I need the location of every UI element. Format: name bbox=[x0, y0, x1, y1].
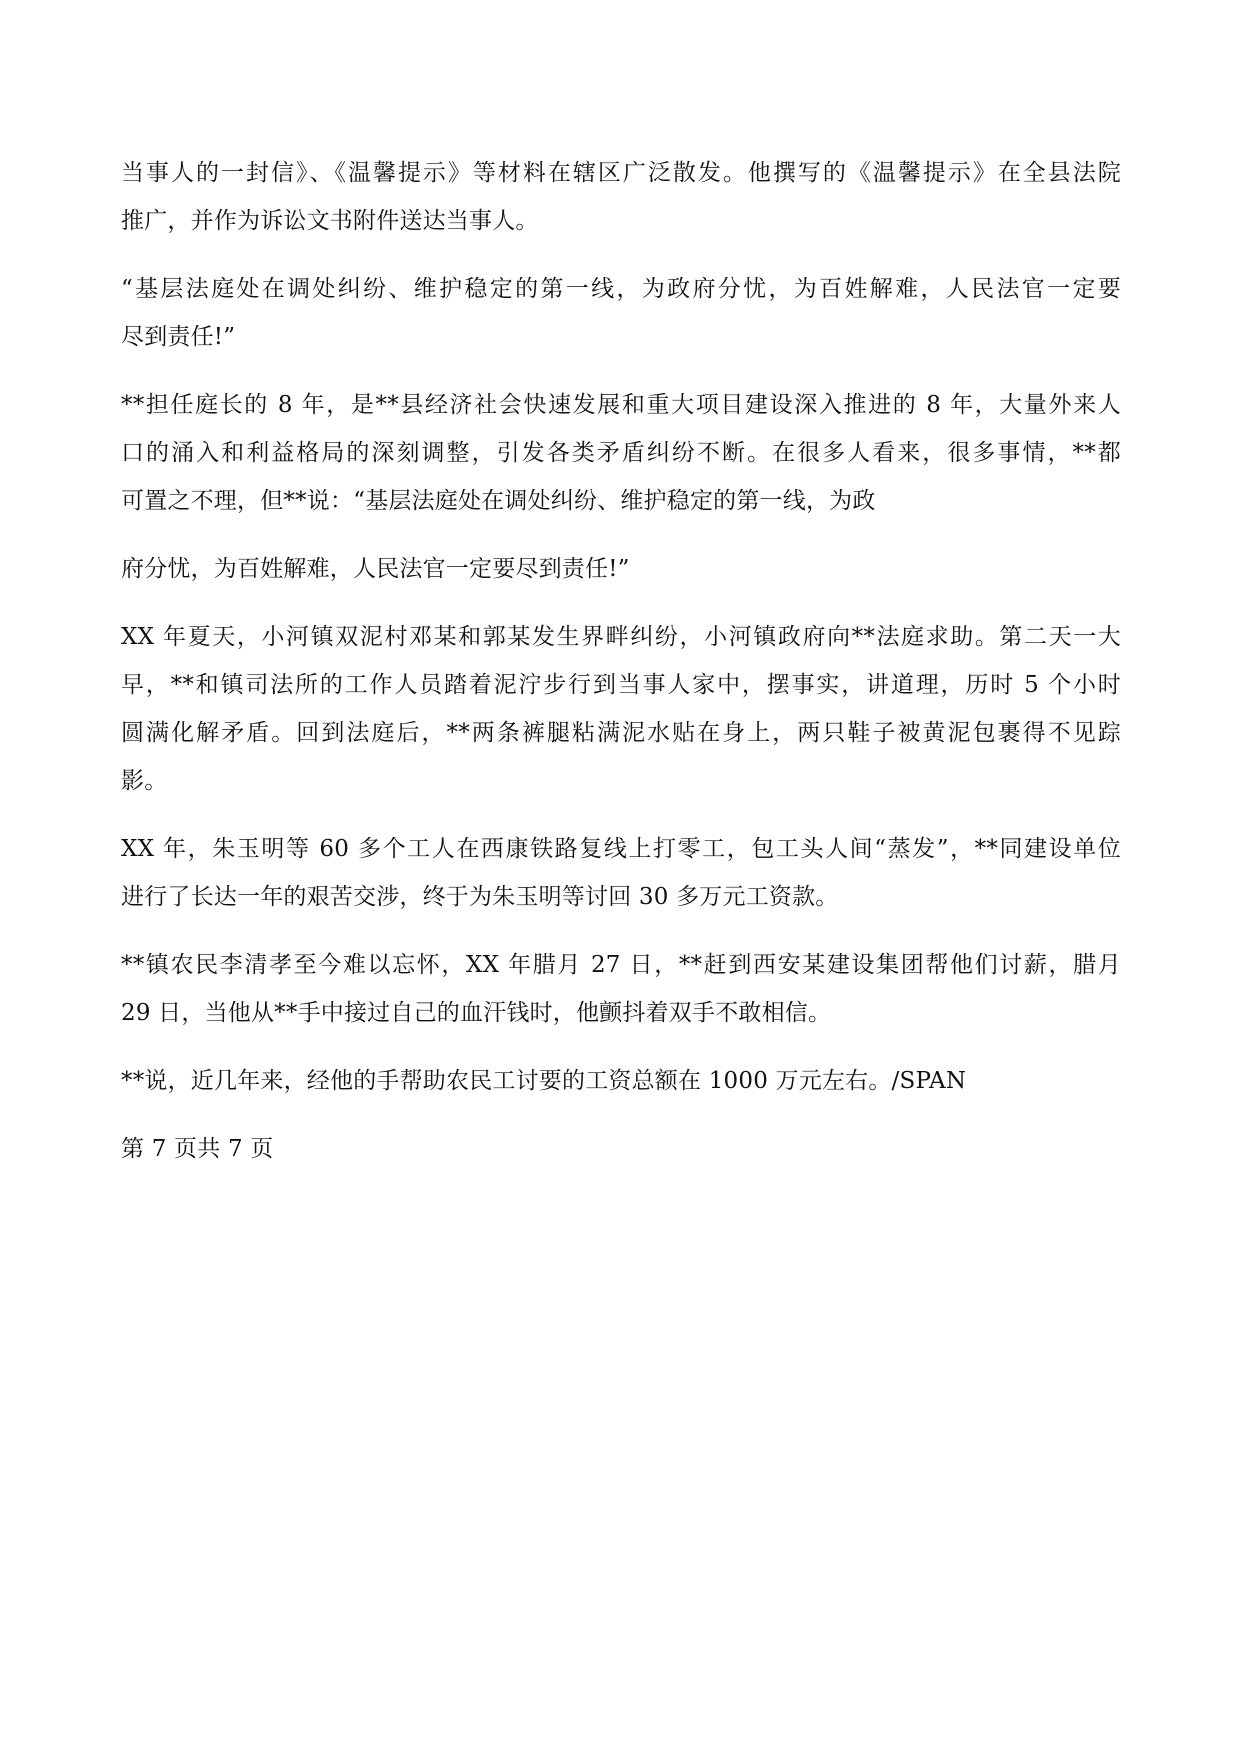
paragraph-5-line-1: XX 年夏天，小河镇双泥村邓某和郭某发生界畔纠纷，小河镇政府向**法庭求助。第二天一大 bbox=[121, 624, 1121, 650]
paragraph-1-line-2: 推广，并作为诉讼文书附件送达当事人。 bbox=[121, 208, 539, 234]
paragraph-5-line-2: 早，**和镇司法所的工作人员踏着泥泞步行到当事人家中，摆事实，讲道理，历时 5 个小时 bbox=[121, 672, 1121, 698]
paragraph-1-line-1: 当事人的一封信》、《温馨提示》等材料在辖区广泛散发。他撰写的《温馨提示》在全县法院 bbox=[121, 160, 1121, 186]
paragraph-2-line-1: “基层法庭处在调处纠纷、维护稳定的第一线，为政府分忧，为百姓解难，人民法官一定要 bbox=[121, 276, 1121, 302]
paragraph-2-line-2: 尽到责任!” bbox=[121, 324, 236, 350]
paragraph-5-line-3: 圆满化解矛盾。回到法庭后，**两条裤腿粘满泥水贴在身上，两只鞋子被黄泥包裹得不见踪 bbox=[121, 720, 1121, 746]
paragraph-6-line-2: 进行了长达一年的艰苦交涉，终于为朱玉明等讨回 30 多万元工资款。 bbox=[121, 884, 839, 910]
paragraph-8-line-1: **说，近几年来，经他的手帮助农民工讨要的工资总额在 1000 万元左右。/SPAN bbox=[121, 1068, 967, 1094]
paragraph-7-line-1: **镇农民李清孝至今难以忘怀，XX 年腊月 27 日，**赶到西安某建设集团帮他们讨薪，腊月 bbox=[121, 952, 1121, 978]
paragraph-4-line-1: 府分忧，为百姓解难，人民法官一定要尽到责任!” bbox=[121, 556, 630, 582]
paragraph-3-line-1: **担任庭长的 8 年，是**县经济社会快速发展和重大项目建设深入推进的 8 年，大量外来人 bbox=[121, 392, 1121, 418]
paragraph-3-line-2: 口的涌入和利益格局的深刻调整，引发各类矛盾纠纷不断。在很多人看来，很多事情，**都 bbox=[121, 440, 1121, 466]
paragraph-5-line-4: 影。 bbox=[121, 768, 168, 794]
paragraph-7-line-2: 29 日，当他从**手中接过自己的血汗钱时，他颤抖着双手不敢相信。 bbox=[121, 1000, 832, 1026]
page-footer: 第 7 页共 7 页 bbox=[121, 1136, 274, 1162]
paragraph-6-line-1: XX 年，朱玉明等 60 多个工人在西康铁路复线上打零工，包工头人间“蒸发”，**同建设单位 bbox=[121, 836, 1121, 862]
paragraph-3-line-3: 可置之不理，但**说：“基层法庭处在调处纠纷、维护稳定的第一线，为政 bbox=[121, 488, 876, 514]
